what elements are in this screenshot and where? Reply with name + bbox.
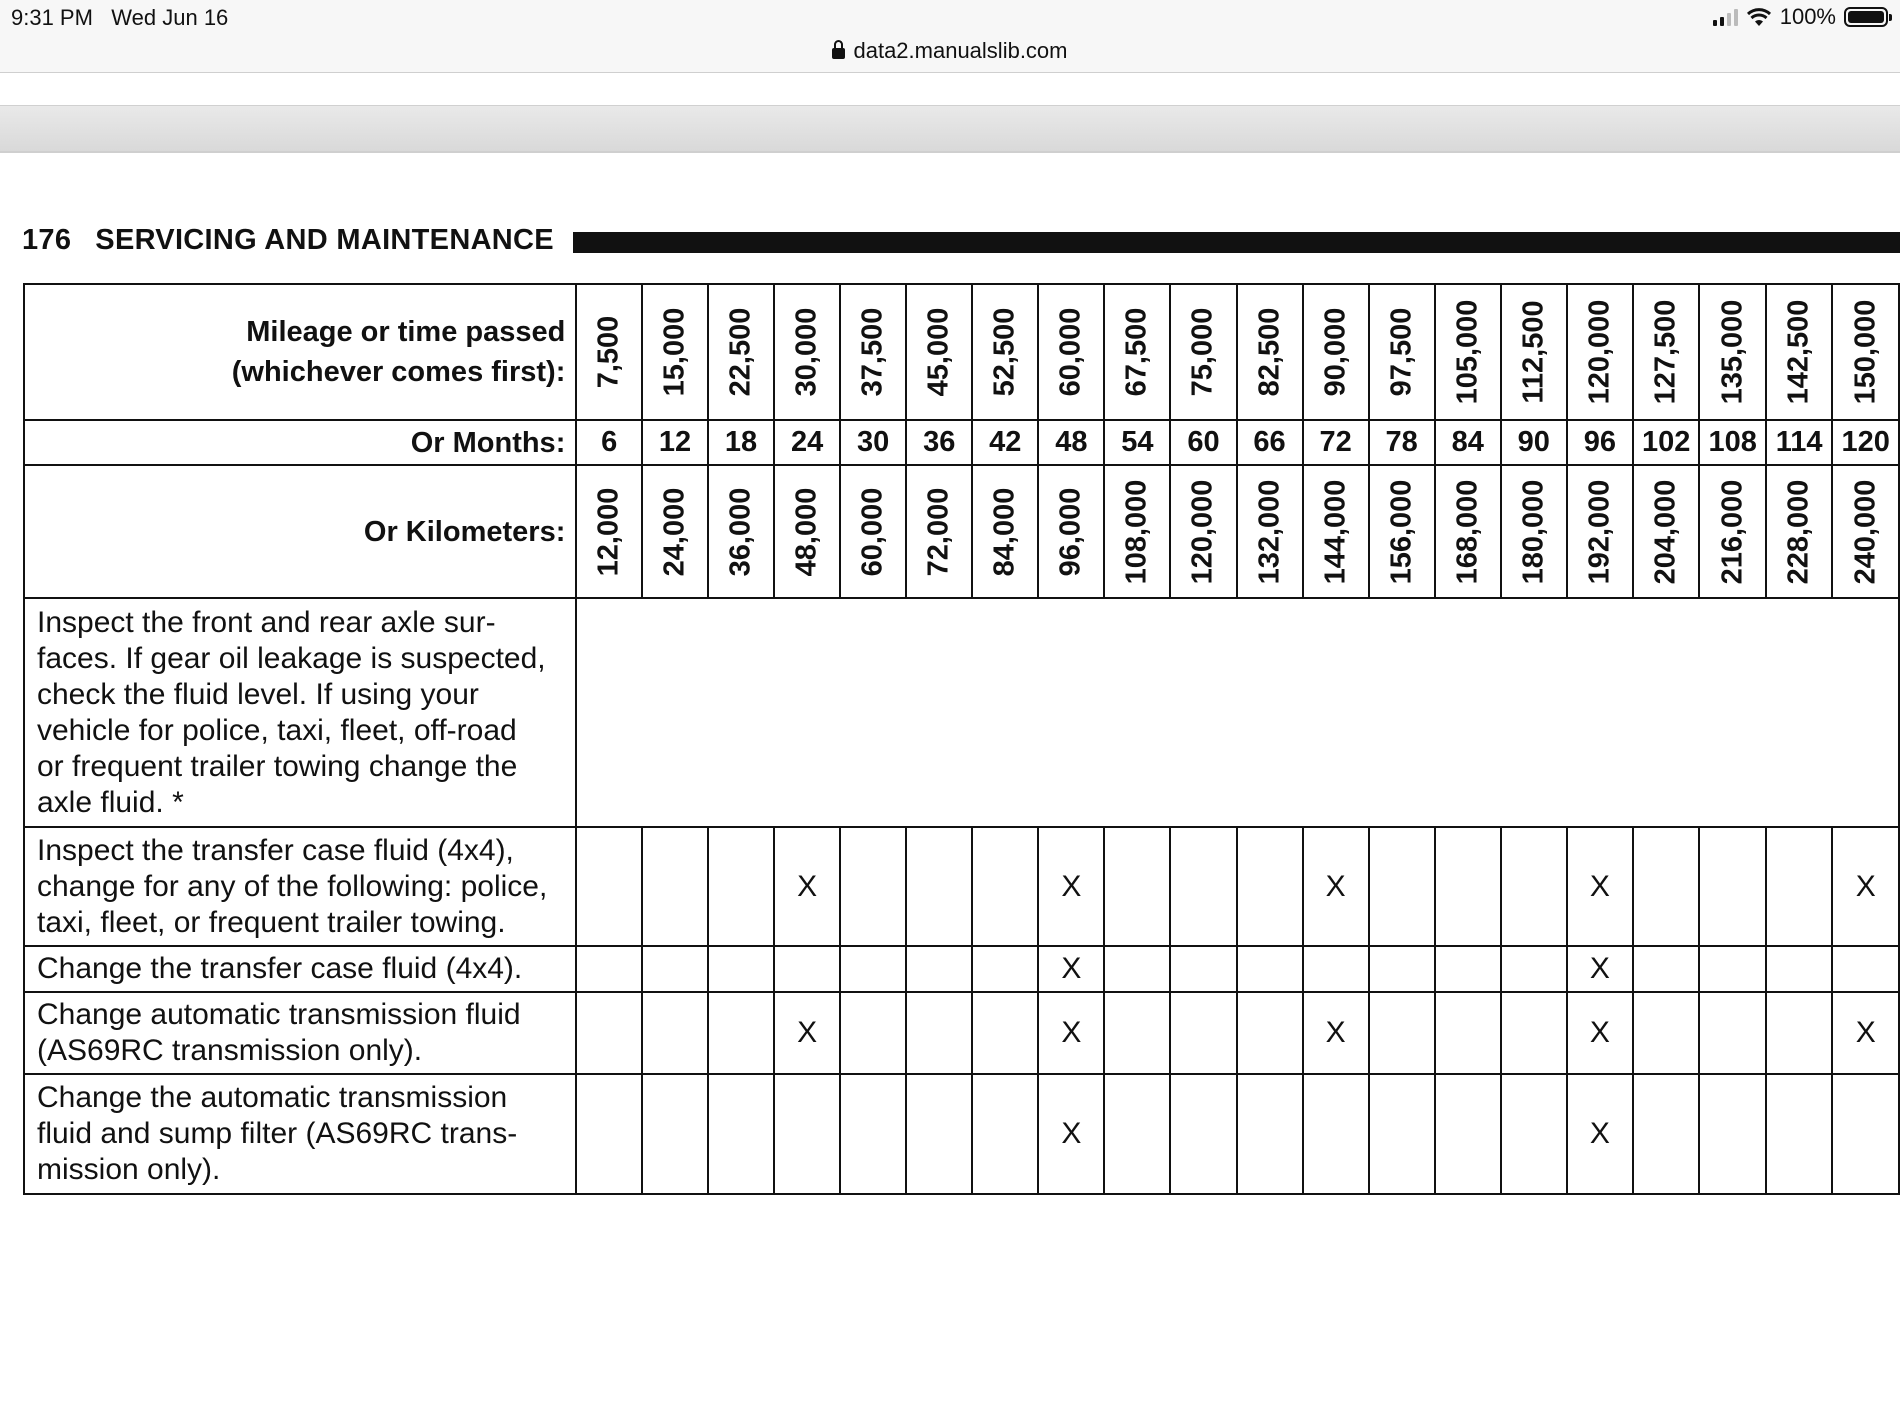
kilometers-value: 216,000: [1716, 479, 1749, 584]
months-value: 18: [708, 420, 774, 465]
service-mark-cell: X: [1303, 992, 1369, 1074]
service-mark-cell: X: [1832, 827, 1899, 946]
service-mark-cell: [1501, 992, 1567, 1074]
wifi-icon: [1746, 7, 1772, 27]
service-mark-cell: [708, 992, 774, 1074]
kilometers-cell: [576, 465, 642, 598]
service-mark-cell: [1369, 827, 1435, 946]
service-mark-cell: [774, 946, 840, 992]
service-mark-cell: X: [1567, 992, 1633, 1074]
months-value: 54: [1104, 420, 1170, 465]
service-mark-cell: [972, 827, 1038, 946]
service-mark-cell: X: [1038, 992, 1104, 1074]
status-time: 9:31 PM Wed Jun 16: [11, 5, 229, 30]
service-mark-cell: [1170, 946, 1236, 992]
service-mark-cell: X: [1038, 946, 1104, 992]
mileage-cell: [1038, 284, 1104, 420]
status-indicators: [1713, 4, 1888, 30]
service-mark-cell: [906, 827, 972, 946]
service-mark-cell: [1435, 992, 1501, 1074]
mileage-cell: [1303, 284, 1369, 420]
service-row: [24, 992, 1899, 1074]
mileage-cell: [774, 284, 840, 420]
service-mark-cell: [1170, 992, 1236, 1074]
kilometers-cell: [1501, 465, 1567, 598]
service-mark-cell: [642, 992, 708, 1074]
mileage-cell: [1633, 284, 1700, 420]
service-mark-cell: X: [774, 992, 840, 1074]
kilometers-value: 60,000: [856, 487, 889, 576]
mileage-value: 15,000: [658, 307, 691, 397]
kilometers-value: 156,000: [1385, 479, 1418, 584]
mileage-label: [24, 284, 576, 420]
service-description-line: axle fluid. *: [37, 785, 184, 819]
service-mark-cell: X: [1038, 827, 1104, 946]
mileage-cell: [1567, 284, 1633, 420]
kilometers-value: 96,000: [1054, 487, 1087, 576]
service-mark-cell: [1237, 992, 1303, 1074]
mileage-cell: [1832, 284, 1899, 420]
kilometers-cell: [1303, 465, 1369, 598]
mileage-value: 7,500: [592, 315, 625, 389]
service-mark-cell: X: [1567, 1074, 1633, 1194]
service-mark-cell: [1699, 1074, 1766, 1194]
service-mark-cell: [708, 827, 774, 946]
service-description: [24, 992, 576, 1074]
months-value: 24: [774, 420, 840, 465]
service-description-line: faces. If gear oil leakage is suspected,: [37, 641, 546, 675]
service-description: [24, 946, 576, 992]
service-mark-cell: [1832, 1074, 1899, 1194]
mileage-cell: [1237, 284, 1303, 420]
section-title: SERVICING AND MAINTENANCE: [95, 224, 554, 256]
kilometers-cell: [1369, 465, 1435, 598]
service-mark-cell: [642, 1074, 708, 1194]
service-mark-cell: [1237, 1074, 1303, 1194]
kilometers-cell: [1766, 465, 1832, 598]
service-mark-cell: [1170, 827, 1236, 946]
service-mark-cell: [1104, 827, 1170, 946]
page-number: 176: [22, 224, 72, 256]
service-mark-cell: [906, 946, 972, 992]
page-heading: [22, 224, 554, 257]
service-row: [24, 598, 1899, 827]
kilometers-value: 108,000: [1120, 479, 1153, 584]
service-mark-cell: [1104, 992, 1170, 1074]
kilometers-value: 12,000: [592, 487, 625, 576]
kilometers-cell: [972, 465, 1038, 598]
kilometers-cell: [1567, 465, 1633, 598]
kilometers-cell: [774, 465, 840, 598]
service-mark-cell: [1369, 1074, 1435, 1194]
mileage-label-line: (whichever comes first):: [231, 356, 566, 388]
months-label: Or Months:: [24, 420, 576, 465]
service-mark-cell: X: [774, 827, 840, 946]
months-value: 120: [1832, 420, 1899, 465]
mileage-value: 37,500: [856, 307, 889, 397]
service-description-line: taxi, fleet, or frequent trailer towing.: [37, 905, 506, 939]
address-bar[interactable]: [0, 36, 1900, 73]
months-value: 102: [1633, 420, 1700, 465]
months-value: 6: [576, 420, 642, 465]
service-description-line: Change the automatic transmission: [37, 1081, 508, 1114]
kilometers-value: 72,000: [922, 487, 955, 576]
service-mark-cell: [774, 1074, 840, 1194]
battery-icon: [1844, 7, 1888, 27]
kilometers-value: 132,000: [1253, 479, 1286, 584]
service-mark-cell: [576, 946, 642, 992]
mileage-value: 135,000: [1716, 299, 1749, 405]
mileage-value: 67,500: [1120, 307, 1153, 397]
service-mark-cell: [1369, 946, 1435, 992]
kilometers-cell: [840, 465, 906, 598]
service-mark-cell: [972, 946, 1038, 992]
service-description-line: Inspect the front and rear axle sur-: [37, 605, 496, 639]
service-description-line: Change the transfer case fluid (4x4).: [37, 952, 523, 985]
months-value: 48: [1038, 420, 1104, 465]
heading-rule: [573, 232, 1900, 253]
service-mark-cell: [1633, 992, 1700, 1074]
mileage-value: 90,000: [1319, 307, 1352, 397]
months-value: 42: [972, 420, 1038, 465]
months-value: 90: [1501, 420, 1567, 465]
service-description-line: (AS69RC transmission only).: [37, 1034, 423, 1067]
service-mark-cell: [1501, 1074, 1567, 1194]
service-mark-cell: X: [1038, 1074, 1104, 1194]
mileage-value: 105,000: [1451, 299, 1484, 405]
service-mark-cell: X: [1567, 827, 1633, 946]
mileage-cell: [972, 284, 1038, 420]
service-mark-cell: [642, 946, 708, 992]
mileage-value: 30,000: [790, 307, 823, 397]
mileage-value: 82,500: [1253, 307, 1286, 397]
battery-percent: 100%: [1779, 4, 1836, 29]
service-mark-cell: [840, 827, 906, 946]
service-mark-cell: [1369, 992, 1435, 1074]
service-mark-cell: [576, 992, 642, 1074]
kilometers-value: 192,000: [1583, 479, 1616, 584]
kilometers-cell: [1633, 465, 1700, 598]
service-description-line: fluid and sump filter (AS69RC trans-: [37, 1117, 518, 1150]
mileage-value: 127,500: [1649, 299, 1682, 405]
service-description-line: or frequent trailer towing change the: [37, 749, 518, 783]
service-mark-cell: [1237, 946, 1303, 992]
mileage-label-line: Mileage or time passed: [246, 316, 566, 348]
service-description: [24, 827, 576, 946]
months-value: 66: [1237, 420, 1303, 465]
mileage-cell: [1435, 284, 1501, 420]
kilometers-value: 240,000: [1849, 479, 1882, 584]
kilometers-cell: [1038, 465, 1104, 598]
service-mark-cell: [972, 1074, 1038, 1194]
toolbar-band: [0, 105, 1900, 153]
service-description: [24, 1074, 576, 1194]
kilometers-cell: [1170, 465, 1236, 598]
service-mark-cell: [1435, 1074, 1501, 1194]
kilometers-value: 204,000: [1649, 479, 1682, 584]
service-row: [24, 827, 1899, 946]
url-text[interactable]: data2.manualslib.com: [853, 38, 1068, 63]
service-row: [24, 946, 1899, 992]
service-mark-cell: [1766, 946, 1832, 992]
service-mark-cell: [1303, 946, 1369, 992]
mileage-cell: [1766, 284, 1832, 420]
service-mark-cell: [708, 1074, 774, 1194]
service-mark-cell: [708, 946, 774, 992]
status-bar: [0, 0, 1900, 36]
service-mark-cell: [1435, 827, 1501, 946]
mileage-value: 52,500: [988, 307, 1021, 397]
service-mark-cell: [1699, 992, 1766, 1074]
mileage-value: 22,500: [724, 307, 757, 397]
mileage-value: 75,000: [1186, 307, 1219, 397]
kilometers-cell: [906, 465, 972, 598]
mileage-value: 142,500: [1782, 299, 1815, 405]
mileage-cell: [1699, 284, 1766, 420]
mileage-value: 120,000: [1583, 299, 1616, 405]
kilometers-value: 48,000: [790, 487, 823, 576]
service-row: [24, 1074, 1899, 1194]
kilometers-cell: [1832, 465, 1899, 598]
kilometers-cell: [642, 465, 708, 598]
service-mark-cell: [1832, 946, 1899, 992]
service-mark-cell: [840, 992, 906, 1074]
months-value: 114: [1766, 420, 1832, 465]
months-row: [24, 420, 1899, 465]
mileage-cell: [1170, 284, 1236, 420]
service-mark-cell: [972, 992, 1038, 1074]
service-mark-cell: [576, 1074, 642, 1194]
service-mark-cell: [1766, 827, 1832, 946]
mileage-value: 97,500: [1385, 307, 1418, 397]
kilometers-value: 180,000: [1517, 479, 1550, 584]
service-mark-cell: X: [1832, 992, 1899, 1074]
service-mark-cell: [1633, 827, 1700, 946]
mileage-cell: [1369, 284, 1435, 420]
mileage-cell: [576, 284, 642, 420]
kilometers-row: [24, 465, 1899, 598]
service-mark-cell: [1303, 1074, 1369, 1194]
service-description-line: mission only).: [37, 1153, 221, 1186]
months-value: 60: [1170, 420, 1236, 465]
kilometers-value: 24,000: [658, 487, 691, 576]
service-description-line: Change automatic transmission fluid: [37, 998, 521, 1031]
kilometers-cell: [1104, 465, 1170, 598]
kilometers-value: 120,000: [1186, 479, 1219, 584]
months-value: 78: [1369, 420, 1435, 465]
service-mark-cell: [1104, 1074, 1170, 1194]
service-description: [24, 598, 576, 827]
service-mark-cell: [840, 946, 906, 992]
service-empty-span: [576, 598, 1899, 827]
service-mark-cell: [906, 992, 972, 1074]
service-mark-cell: [1633, 946, 1700, 992]
months-value: 72: [1303, 420, 1369, 465]
kilometers-value: 168,000: [1451, 479, 1484, 584]
kilometers-value: 84,000: [988, 487, 1021, 576]
mileage-cell: [708, 284, 774, 420]
kilometers-cell: [1435, 465, 1501, 598]
status-date: Wed Jun 16: [111, 5, 229, 30]
lock-icon: [832, 48, 845, 59]
mileage-cell: [1104, 284, 1170, 420]
service-description-line: change for any of the following: police,: [37, 869, 548, 903]
months-value: 12: [642, 420, 708, 465]
service-mark-cell: [1501, 946, 1567, 992]
service-mark-cell: [1435, 946, 1501, 992]
months-value: 30: [840, 420, 906, 465]
service-mark-cell: [840, 1074, 906, 1194]
service-mark-cell: [1170, 1074, 1236, 1194]
kilometers-cell: [1237, 465, 1303, 598]
kilometers-label: Or Kilometers:: [24, 465, 576, 598]
service-mark-cell: [1766, 1074, 1832, 1194]
mileage-value: 45,000: [922, 307, 955, 397]
service-mark-cell: X: [1303, 827, 1369, 946]
mileage-value: 112,500: [1517, 300, 1550, 404]
mileage-value: 60,000: [1054, 307, 1087, 397]
service-mark-cell: [1633, 1074, 1700, 1194]
kilometers-value: 144,000: [1319, 479, 1352, 584]
service-mark-cell: [642, 827, 708, 946]
service-mark-cell: [906, 1074, 972, 1194]
service-mark-cell: [1501, 827, 1567, 946]
service-mark-cell: X: [1567, 946, 1633, 992]
months-value: 84: [1435, 420, 1501, 465]
kilometers-value: 228,000: [1782, 479, 1815, 584]
mileage-cell: [642, 284, 708, 420]
service-mark-cell: [576, 827, 642, 946]
kilometers-cell: [708, 465, 774, 598]
service-mark-cell: [1237, 827, 1303, 946]
mileage-cell: [840, 284, 906, 420]
months-value: 36: [906, 420, 972, 465]
months-value: 108: [1699, 420, 1766, 465]
service-mark-cell: [1104, 946, 1170, 992]
mileage-cell: [1501, 284, 1567, 420]
mileage-value: 150,000: [1849, 299, 1882, 405]
months-value: 96: [1567, 420, 1633, 465]
kilometers-cell: [1699, 465, 1766, 598]
mileage-row: [24, 284, 1899, 420]
service-description-line: Inspect the transfer case fluid (4x4),: [37, 833, 514, 867]
service-mark-cell: [1699, 946, 1766, 992]
maintenance-schedule-table: [23, 283, 1900, 1195]
service-mark-cell: [1699, 827, 1766, 946]
service-description-line: vehicle for police, taxi, fleet, off-road: [37, 713, 517, 747]
service-description-line: check the fluid level. If using your: [37, 677, 479, 711]
kilometers-value: 36,000: [724, 487, 757, 576]
mileage-cell: [906, 284, 972, 420]
cellular-signal-icon: [1713, 8, 1738, 26]
service-mark-cell: [1766, 992, 1832, 1074]
